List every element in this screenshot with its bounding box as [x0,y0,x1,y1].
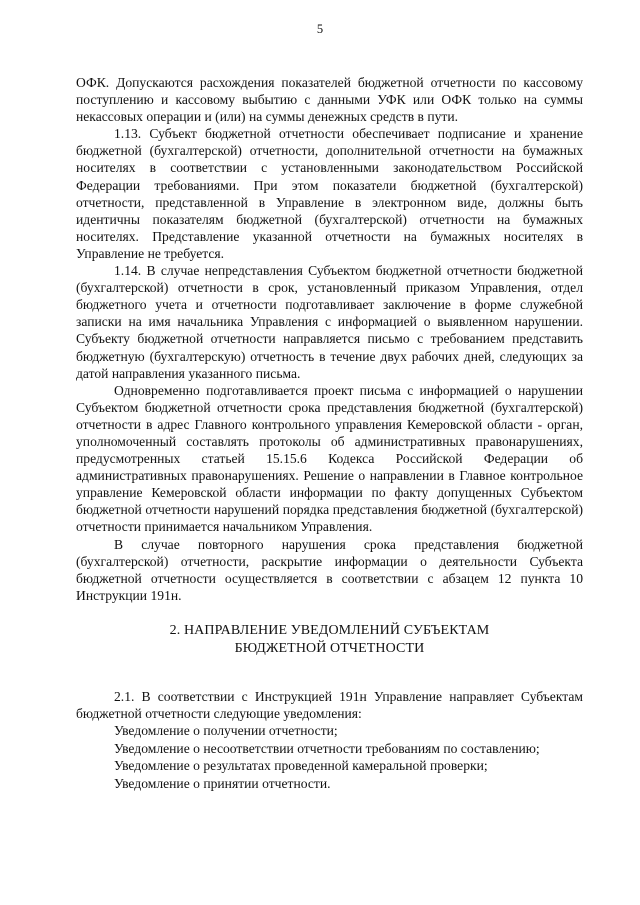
notification-item-desk-audit: Уведомление о результатах проведенной камеральной проверки; [114,758,488,774]
notification-item-received: Уведомление о получении отчетности; [114,723,338,739]
notification-item-noncompliance: Уведомление о несоответствии отчетности требованиям по составлению; [114,740,540,756]
paragraph-2-1: 2.1. В соответствии с Инструкцией 191н Управление направляет Субъектам бюджетной отчетности следующие уведомления: [76,688,583,721]
section-title-line-1: 2. НАПРАВЛЕНИЕ УВЕДОМЛЕНИЙ СУБЪЕКТАМ [169,622,490,638]
paragraph-repeated-violation: В случае повторного нарушения срока представления бюджетной (бухгалтерской) отчетности, раскрытие информации о деятельности Субъекта бюджетной отчетности осуществляется в соответствии с абзацем 12 пункта 10 Инструкции 191н. [76,536,583,603]
notification-item-accepted: Уведомление о принятии отчетности. [114,775,331,791]
paragraph-continuation: ОФК. Допускаются расхождения показателей бюджетной отчетности по кассовому поступлению и кассовому выбытию с данными УФК или ОФК только на суммы некассовых операции и (или) на суммы денежных средств в пути. [76,75,583,125]
section-title-line-2: БЮДЖЕТНОЙ ОТЧЕТНОСТИ [234,640,425,656]
page-number: 5 [316,22,324,36]
section-2-title [76,622,583,658]
paragraph-1-14: 1.14. В случае непредставления Субъектом бюджетной отчетности бюджетной (бухгалтерской) отчетности в срок, установленный приказом Управления, отдел бюджетного учета и отчетности подготавливает заключение в форме служебной записки на имя начальника Управления с информацией о выявленном нарушении. Субъекту бюджетной отчетности направляется письмо с требованием представить бюджетную (бухгалтерскую) отчетность в течение двух рабочих дней, следующих за датой направления указанного письма. [76,263,583,381]
document-body [76,74,583,792]
paragraph-simultaneously: Одновременно подготавливается проект письма с информацией о нарушении Субъектом бюджетной отчетности срока представления бюджетной (бухгалтерской) отчетности в адрес Главного контрольного управления Кемеровской области - орган, уполномоченный составлять протоколы об административных правонарушениях, предусмотренных статьей 15.15.6 Кодекса Российской Федерации об административных правонарушениях. Решение о направлении в Главное контрольное управление Кемеровской области информации по факту допущенных Субъектом бюджетной отчетности нарушений порядка представления бюджетной (бухгалтерской) отчетности принимается начальником Управления. [76,382,583,535]
paragraph-1-13: 1.13. Субъект бюджетной отчетности обеспечивает подписание и хранение бюджетной (бухгалтерской) отчетности, дополнительной отчетности на бумажных носителях в соответствии с установленными законодательством Российской Федерации требованиями. При этом показатели бюджетной (бухгалтерской) отчетности, представленной в Управление в электронном виде, должны быть идентичны показателям бюджетной (бухгалтерской) отчетности на бумажных носителях. Представление указанной отчетности на бумажных носителях в Управление не требуется. [76,126,583,261]
